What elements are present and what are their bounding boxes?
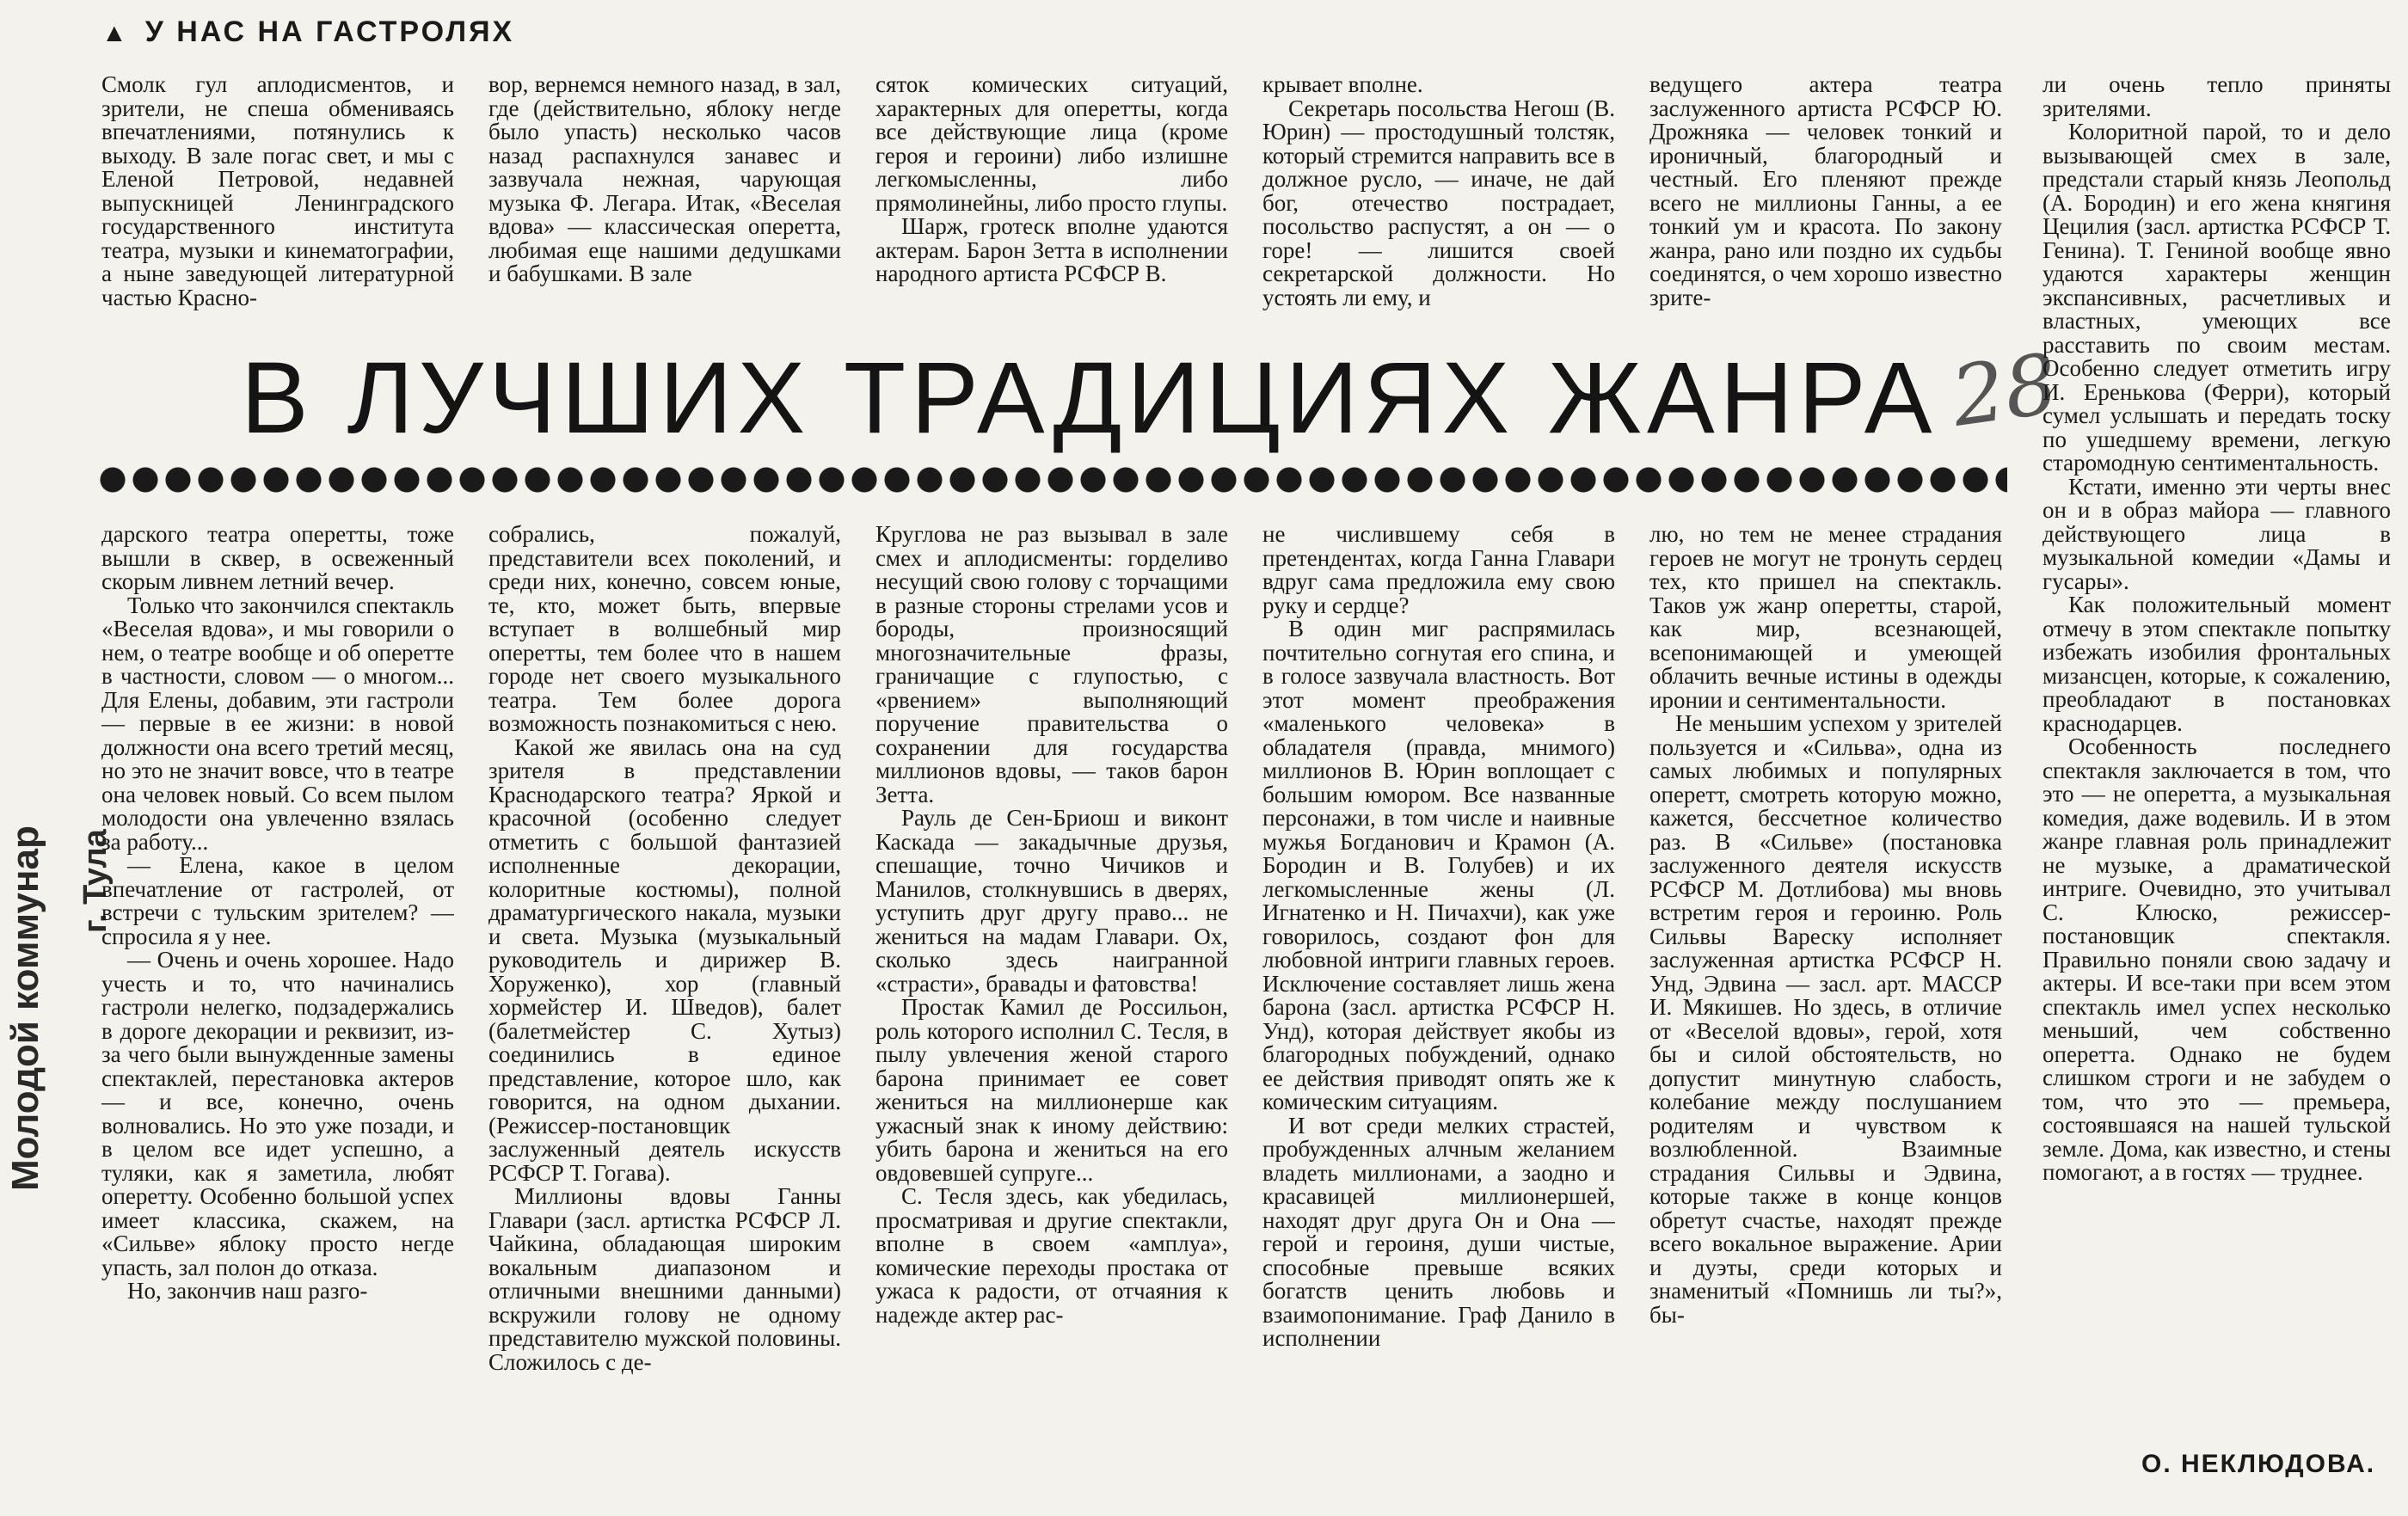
- upper-column-2: [488, 73, 841, 344]
- paragraph: Особенность последнего спектакля заключается в том, что это — не оперетта, а музыкальная комедия, даже водевиль. И в этом жанре главная роль принадлежит не музыке, а драматической интриге. Очевидно, это учитывал С. Клюско, режиссер-постановщик спектакля. Правильно поняли свою задачу и актеры. И все-таки при всем этом спектакль имел успех несколько меньший, чем собственно оперетта. Однако не будем слишком строги и не забудем о том, что это — премьера, состоявшаяся на нашей тульской земле. Дома, как известно, и стены помогают, а в гостях — труднее.: [2042, 733, 2391, 1185]
- lower-column-4: [1262, 523, 1615, 1503]
- lower-column-3: [875, 523, 1228, 1503]
- paragraph: Шарж, гротеск вполне удаются актерам. Барон Зетта в исполнении народного артиста РСФСР В.: [875, 213, 1228, 286]
- paragraph: С. Тесля здесь, как убедилась, просматривая и другие спектакли, вполне в своем «амплуа», комические переходы простака от ужаса к радости, от отчаяния к надежде актер рас-: [875, 1183, 1228, 1328]
- handwritten-note: 28: [1945, 335, 2064, 445]
- paragraph: Круглова не раз вызывал в зале смех и аплодисменты: горделиво несущий свою голову с торчащими в разные стороны стрелами усов и бороды, произносящий многозначительные фразы, граничащие с глупостью, с «рвением» выполняющий поручение правительства о сохранении для государства миллионов вдовы, — таков барон Зетта.: [875, 523, 1228, 807]
- paragraph: крывает вполне.: [1262, 73, 1423, 97]
- paragraph: Какой же явилась она на суд зрителя в представлении Краснодарского театра? Яркой и красочной (особенно следует отметить с большой фантазией исполненные декорации, колоритные костюмы), полной драматургического накала, музыки и света. Музыка (музыкальный руководитель и дирижер В. Хоруженко), хор (главный хормейстер И. Шведов), балет (балетмейстер С. Хутыз) соединились в единое представление, которое шло, как говорится, на одном дыхании. (Режиссер-постановщик заслуженный деятель искусств РСФСР Т. Гогава).: [488, 733, 841, 1186]
- upper-column-5: [1649, 73, 2002, 344]
- paragraph: — Елена, какое в целом впечатление от гастролей, от встречи с тульским зрителем? — спросила я у нее.: [101, 852, 454, 949]
- upper-column-4: [1262, 73, 1615, 344]
- paragraph: ведущего актера театра заслуженного артиста РСФСР Ю. Дрожняка — человек тонкий и ироничный, благородный и честный. Его пленяют прежде всего не миллионы Ганны, а ее тонкий ум и красота. По закону жанра, рано или поздно их судьбы соединятся, о чем хорошо известно зрите-: [1649, 73, 2002, 310]
- section-rubric: ▲ У НАС НА ГАСТРОЛЯХ: [101, 15, 515, 48]
- paragraph: Колоритной парой, то и дело вызывающей смех в зале, предстали старый князь Леопольд (А. Бородин) и его жена княгиня Цецилия (засл. артистка РСФСР Т. Генина). Т. Гениной вообще явно удаются характеры женщин экспансивных, расчетливых и властных, умеющих все расставить по своим местам. Особенно следует отметить игру И. Еренькова (Ферри), который сумел услышать и передать тоску по ушедшему времени, легкую старомодную сентиментальность.: [2042, 119, 2391, 476]
- author-signature: О. НЕКЛЮДОВА.: [2141, 1450, 2376, 1478]
- paragraph: ли очень тепло приняты зрителями.: [2042, 73, 2391, 121]
- upper-column-3: [875, 73, 1228, 344]
- lower-column-5: [1649, 523, 2002, 1503]
- triangle-icon: ▲: [101, 19, 130, 47]
- paragraph: — Очень и очень хорошее. Надо учесть и то, что начинались гастроли нелегко, подзадержались в дороге декорации и реквизит, из-за чего были вынужденные замены спектаклей, перестановка актеров — и все, конечно, очень волновались. Но это уже позади, и в целом все идет успешно, а туляки, как я заметила, любят оперетту. Особенно большой успех имеет классика, скажем, на «Сильве» яблоку просто негде упасть, зал полон до отказа.: [101, 947, 454, 1280]
- paragraph: лю, но тем не менее страдания героев не могут не тронуть сердец тех, кто пришел на спектакль. Таков уж жанр оперетты, старой, как мир, всезнающей, всепонимающей и умеющей облачить вечные истины в одежды иронии и сентиментальности.: [1649, 523, 2002, 713]
- lower-column-2: [488, 523, 841, 1503]
- upper-column-1: [101, 73, 454, 344]
- paragraph: В один миг распрямилась почтительно согнутая его спина, и в голосе зазвучала властность. Вот этот момент преображения «маленького человека» в обладателя (правда, мнимого) миллионов В. Юрин воплощает с большим юмором. Все названные персонажи, в том числе и наивные мужья Богданович и Крамон (А. Бородин и В. Голубев) и их легкомысленные жены (Л. Игнатенко и Н. Пичахчи), как уже говорилось, создают фон для любовной интриги главных героев. Исключение составляет лишь жена барона (засл. артистка РСФСР Н. Унд), которая действует якобы из благородных побуждений, однако ее действия приводят опять же к комическим ситуациям.: [1262, 616, 1615, 1114]
- paragraph: Кстати, именно эти черты внес он и в образ майора — главного действующего лица в музыкальной комедии «Дамы и гусары».: [2042, 473, 2391, 594]
- paragraph: собрались, пожалуй, представители всех поколений, и среди них, конечно, совсем юные, те, кто, может быть, впервые вступает в волшебный мир оперетты, тем более что в нашем городе нет своего музыкального театра. Тем более дорога возможность познакомиться с нею.: [488, 523, 841, 736]
- paragraph: Но, закончив наш разго-: [127, 1278, 368, 1304]
- paragraph: сяток комических ситуаций, характерных для оперетты, когда все действующие лица (кроме героя и героини) либо излишне легкомысленны, либо прямолинейны, либо просто глупы.: [875, 73, 1228, 216]
- paragraph: Не меньшим успехом у зрителей пользуется и «Сильва», одна из самых любимых и популярных оперетт, смотреть которую можно, кажется, бессчетное количество раз. В «Сильве» (постановка заслуженного деятеля искусств РСФСР М. Дотлибова) мы вновь встретим героя и героиню. Роль Сильвы Вареску исполняет заслуженная артистка РСФСР Н. Унд, Эдвина — засл. арт. МАССР И. Мякишев. Но здесь, в отличие от «Веселой вдовы», герой, хотя бы и силой обстоятельств, но допустит минутную слабость, колебание между послушанием родителям и чувством к возлюбленной. Взаимные страдания Сильвы и Эдвина, которые также в конце концов обретут счастье, находят прежде всего вокальное выражение. Арии и дуэты, среди которых и знаменитый «Помнишь ли ты?», бы-: [1649, 710, 2002, 1328]
- dotted-divider: [96, 460, 2007, 500]
- headline: В ЛУЧШИХ ТРАДИЦИЯХ ЖАНРА: [241, 341, 1938, 455]
- paragraph: Секретарь посольства Негош (В. Юрин) — простодушный толстяк, который стремится направить все в должное русло, — иначе, не дай бог, отечество пострадает, посольство распустят, а он — о горе! — лишится своей секретарской должности. Но устоять ли ему, и: [1262, 95, 1615, 310]
- paragraph: вор, вернемся немного назад, в зал, где (действительно, яблоку негде было упасть) несколько часов назад распахнулся занавес и зазвучала нежная, чарующая музыка Ф. Легара. Итак, «Веселая вдова» — классическая оперетта, любимая еще нашими дедушками и бабушками. В зале: [488, 73, 841, 286]
- right-column: [2042, 73, 2391, 1440]
- paragraph: Миллионы вдовы Ганны Главари (засл. артистка РСФСР Л. Чайкина, обладающая широким вокальным диапазоном и отличными внешними данными) вскружили голову не одному представителю мужской половины. Сложилось с де-: [488, 1183, 841, 1375]
- lower-column-1: [101, 523, 454, 1503]
- paragraph: Простак Камил де Россильон, роль которого исполнил С. Тесля, в пылу увлечения женой старого барона принимает ее совет жениться на миллионерше как ужасный знак к иному действию: убить барона и жениться на его овдовевшей супруге...: [875, 994, 1228, 1186]
- paragraph: И вот среди мелких страстей, пробужденных алчным желанием владеть миллионами, а заодно и красавицей миллионершей, находят друг друга Он и Она — герой и героиня, души чистые, способные превыше всяких богатств ценить любовь и взаимопонимание. Граф Данило в исполнении: [1262, 1112, 1615, 1351]
- paragraph: не числившему себя в претендентах, когда Ганна Главари вдруг сама предложила ему свою руку и сердце?: [1262, 523, 1615, 618]
- stamp-newspaper: Молодой коммунар: [4, 826, 46, 1191]
- paragraph: Только что закончился спектакль «Веселая вдова», и мы говорили о нем, о театре вообще и об оперетте в частности, словом — о многом... Для Елены, добавим, эти гастроли — первые в ее жизни: в новой должности она всего третий месяц, но это не значит вовсе, что в театре она человек новый. Со всем пылом молодости она увлеченно взялась за работу...: [101, 592, 454, 855]
- paragraph: Рауль де Сен-Бриош и виконт Каскада — закадычные друзья, спешащие, точно Чичиков и Манилов, столкнувшись в дверях, уступить друг другу право... не жениться на мадам Главари. Ох, сколько здесь наигранной «страсти», бравады и фатовства!: [875, 805, 1228, 997]
- paragraph: Как положительный момент отмечу в этом спектакле попытку избежать изобилия фронтальных мизансцен, которые, к сожалению, преобладают в постановках краснодарцев.: [2042, 592, 2391, 736]
- paragraph: дарского театра оперетты, тоже вышли в сквер, в освеженный скорым ливнем летний вечер.: [101, 523, 454, 594]
- stamp-city: г. Тула: [77, 829, 114, 933]
- paragraph: Смолк гул аплодисментов, и зрители, не спеша обмениваясь впечатлениями, потянулись к выходу. В зале погас свет, и мы с Еленой Петровой, недавней выпускницей Ленинградского государственного института театра, музыки и кинематографии, а ныне заведующей литературной частью Красно-: [101, 73, 454, 310]
